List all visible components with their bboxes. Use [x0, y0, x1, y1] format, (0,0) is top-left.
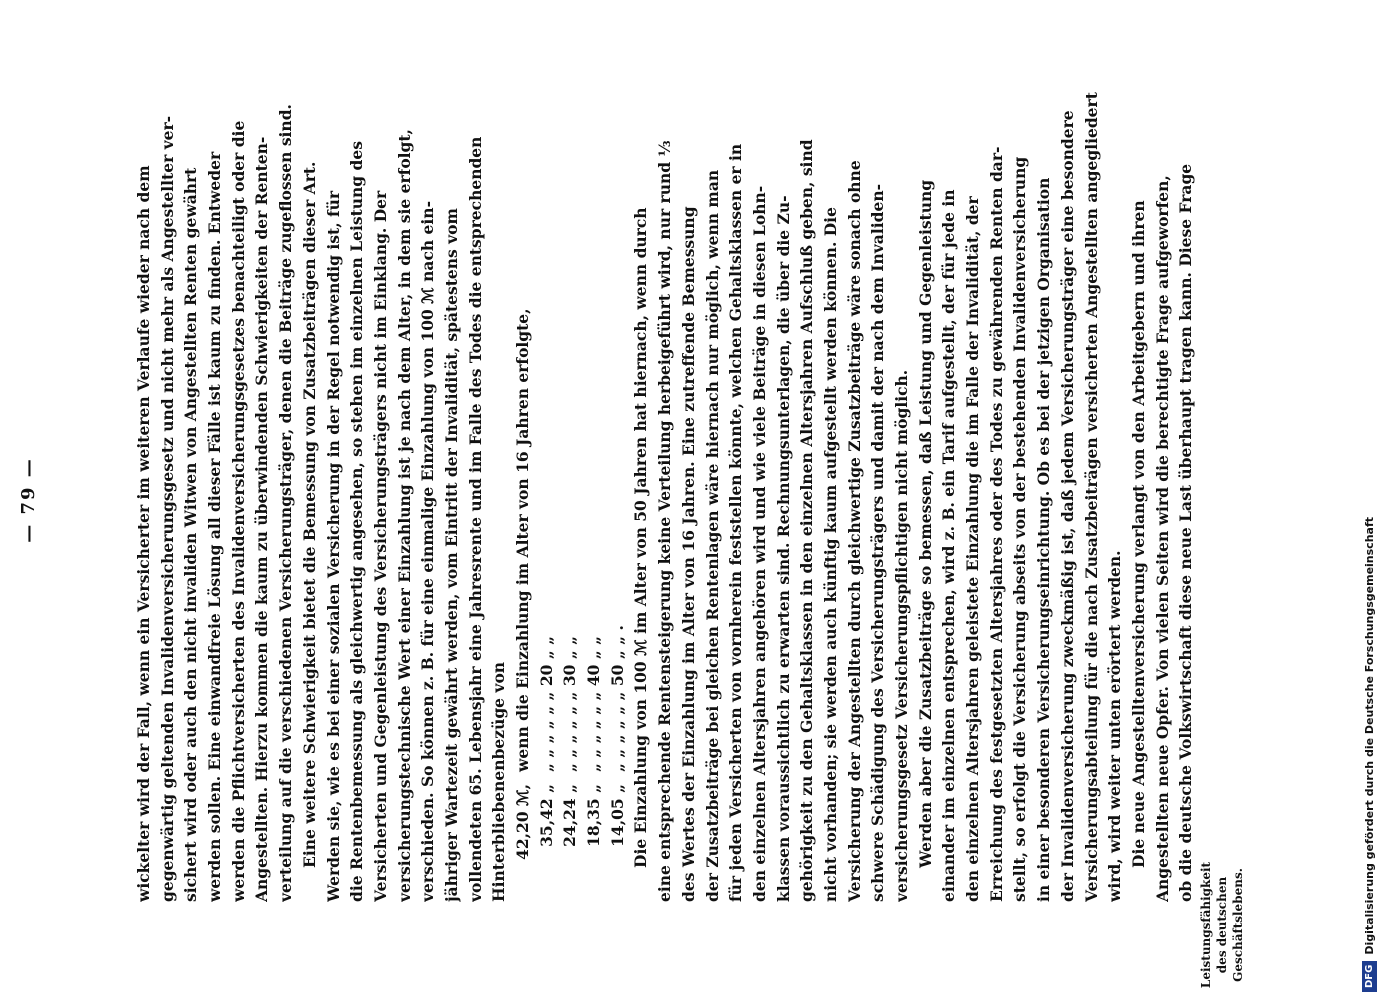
text-line: sichert wird oder auch den nicht invaliden Witwen von Angestellten Renten gewährt	[181, 167, 201, 902]
table-row	[606, 30, 630, 902]
text-line: für jeden Versicherten von vornherein feststellen könnte, welchen Gehaltsklassen er in	[726, 143, 746, 902]
text-line: werden sollen. Eine einwandfreie Lösung all dieser Fälle ist kaum zu finden. Entweder	[205, 151, 225, 902]
text-line: gehörigkeit zu den Gehaltsklassen in den einzelnen Altersjahren Aufschluß geben, sind	[797, 139, 817, 902]
annuity-condition: wenn die Einzahlung im Alter von 16 Jahren erfolgte,	[513, 308, 532, 772]
text-line: stellt, so erfolgt die Versicherung abseits von der bestehenden Invalidenversicherung	[1010, 156, 1030, 902]
margin-note-line: des deutschen	[1215, 876, 1229, 974]
text-line: schwere Schädigung des Versicherungsträgers und damit der nach dem Invaliden-	[868, 183, 888, 902]
text-line: des Wertes der Einzahlung im Alter von 16 Jahren. Eine zutreffende Bemessung	[678, 206, 698, 902]
text-line: wird, wird weiter unten erörtert werden.	[1105, 550, 1125, 902]
text-line: den einzelnen Altersjahren geleistete Einzahlung die im Falle der Invalidität, der	[963, 196, 983, 902]
text-line: Werden aber die Zusatzbeiträge so bemessen, daß Leistung und Gegenleistung	[915, 179, 935, 868]
table-row	[582, 30, 606, 902]
text-line: Werden sie, wie es bei einer sozialen Versicherung in der Regel notwendig ist, für	[323, 190, 343, 902]
annuity-table	[511, 30, 629, 902]
annuity-amount: 18,35 „	[584, 784, 604, 847]
text-line: der Zusatzbeiträge bei gleichen Rentenlagen wäre hiernach nur möglich, wenn man	[702, 169, 722, 902]
text-line: verteilung auf die verschiedenen Versicherungsträger, denen die Beiträge zugeflossen sind.	[276, 104, 296, 902]
text-line: ob die deutsche Volkswirtschaft diese neue Last überhaupt tragen kann. Diese Frage	[1176, 163, 1196, 902]
text-line: die Rentenbemessung als gleichwertig angesehen, so stehen im einzelnen Leistung des	[347, 141, 367, 902]
text-line: Angestellten. Hierzu kommen die kaum zu überwindenden Schwierigkeiten der Renten-	[252, 136, 272, 902]
text-line: eine entsprechende Rentensteigerung keine Verteilung herbeigeführt wird, nur rund ⅓	[655, 140, 675, 902]
text-line: wickelter wird der Fall, wenn ein Versicherter im weiteren Verlaufe wieder nach dem	[134, 165, 153, 902]
text-line: Versicherungsabteilung für die nach Zusatzbeiträgen versicherten Angestellten angegliedert	[1081, 92, 1101, 902]
text-line: werden die Pflichtversicherten des Invalidenversicherungsgesetzes benachteiligt oder die	[228, 120, 248, 902]
text-line: Versicherten und Gegenleistung des Versicherungsträgers nicht im Einklang. Der	[370, 190, 390, 902]
table-row	[558, 30, 582, 902]
margin-note-line: Leistungsfähigkeit	[1199, 861, 1213, 989]
text-line: gegenwärtig geltenden Invalidenversicherungsgesetz und nicht mehr als Angestellter ver-	[157, 115, 177, 902]
annuity-condition: „ „ „ „ „ „ 50 „ „ .	[607, 625, 627, 772]
text-line: Eine weitere Schwierigkeit bietet die Bemessung von Zusatzbeiträgen dieser Art.	[299, 161, 319, 868]
text-line: Die Einzahlung von 100 ℳ im Alter von 50 Jahren hat hiernach, wenn durch	[631, 207, 651, 868]
text-line: den einzelnen Altersjahren angehören wird und wie viele Beiträge in diesen Lohn-	[749, 185, 769, 902]
footer-text: Digitalisierung gefördert durch die Deutsche Forschungsgemeinschaft	[1362, 516, 1376, 955]
annuity-condition: „ „ „ „ „ „ 30 „ „	[560, 635, 580, 772]
margin-note	[1198, 850, 1246, 1000]
paragraph-block-1	[132, 30, 511, 902]
annuity-amount: 24,24 „	[560, 784, 580, 847]
table-row	[535, 30, 559, 902]
text-line: nicht vorhanden; sie werden auch künftig kaum aufgestellt werden können. Die	[820, 207, 840, 902]
text-line: Angestellten neue Opfer. Von vielen Seiten wird die berechtigte Frage aufgeworfen,	[1152, 175, 1172, 902]
paragraph-block-2	[629, 30, 1198, 902]
text-line: Hinterbliebenenbezüge von	[489, 661, 509, 902]
page-number: — 79 —	[18, 457, 39, 543]
text-line: in einer besonderen Versicherungseinrichtung. Ob es bei der jetzigen Organisation	[1034, 177, 1054, 902]
margin-note-line: Geschäftslebens.	[1231, 868, 1245, 982]
body-text	[132, 30, 1198, 902]
text-line: Die neue Angestelltenversicherung verlangt von den Arbeitgebern und ihren	[1128, 200, 1148, 868]
text-line: Erreichung des festgesetzten Altersjahres oder des Todes zu gewährenden Renten dar-	[986, 146, 1006, 902]
annuity-condition: „ „ „ „ „ „ 40 „ „	[584, 635, 604, 772]
text-line: jähriger Wartezeit gewährt werden, vom Eintritt der Invalidität, spätestens vom	[441, 208, 461, 902]
text-line: vollendeten 65. Lebensjahr eine Jahresrente und im Falle des Todes die entsprechenden	[465, 136, 485, 902]
text-line: versicherungstechnische Wert einer Einzahlung ist je nach dem Alter, in dem sie erfolgt,	[394, 129, 414, 902]
dfg-logo: DFG	[1362, 961, 1377, 992]
text-line: einander im einzelnen entsprechen, wird z. B. ein Tarif aufgestellt, der für jede in	[939, 189, 959, 902]
annuity-amount: 14,05 „	[607, 784, 627, 847]
text-line: klassen voraussichtlich zu erwarten sind. Rechnungsunterlagen, die über die Zu-	[773, 195, 793, 902]
digitization-footer	[1355, 0, 1383, 1000]
table-row	[511, 30, 535, 902]
text-line: versicherungsgesetz Versicherungspflichtigen nicht möglich.	[892, 369, 911, 902]
text-line: der Invalidenversicherung zweckmäßig ist, daß jedem Versicherungsträger eine besondere	[1057, 110, 1077, 902]
text-line: Versicherung der Angestellten durch gleichwertige Zusatzbeiträge wäre sonach ohne	[844, 160, 864, 902]
text-line: verschieden. So können z. B. für eine einmalige Einzahlung von 100 ℳ nach ein-	[418, 201, 438, 902]
annuity-condition: „ „ „ „ „ „ 20 „ „	[536, 635, 556, 772]
annuity-amount: 42,20 ℳ,	[513, 784, 532, 860]
annuity-amount: 35,42 „	[536, 784, 556, 847]
